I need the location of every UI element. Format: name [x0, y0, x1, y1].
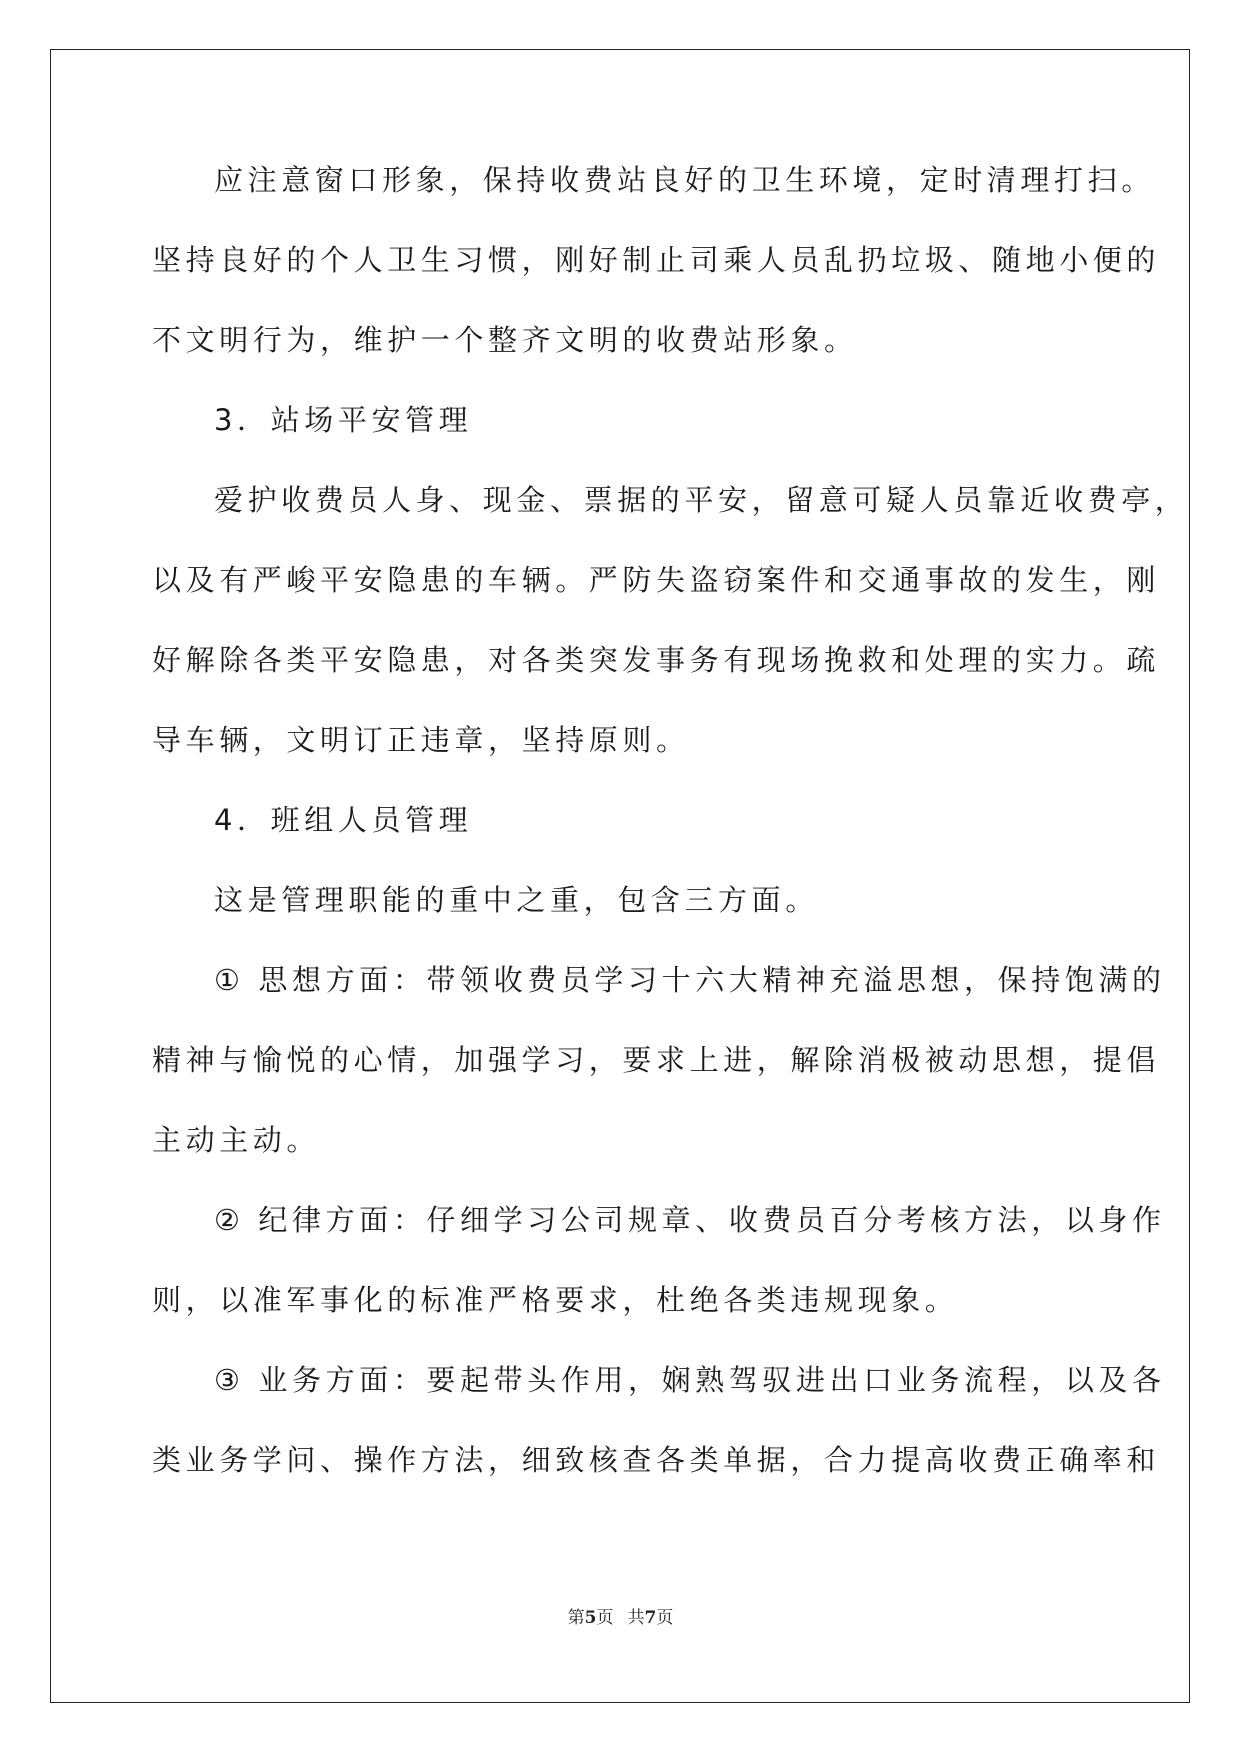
- section-heading: 4．班组人员管理: [214, 803, 473, 837]
- total-page-count: 7: [644, 1608, 657, 1628]
- paragraph-line: 以及有严峻平安隐患的车辆。严防失盗窃案件和交通事故的发生，刚: [152, 563, 1161, 597]
- paragraph-line: 应注意窗口形象，保持收费站良好的卫生环境，定时清理打扫。: [214, 163, 1155, 197]
- current-page-number: 5: [584, 1608, 597, 1628]
- section-heading: 3．站场平安管理: [214, 403, 473, 437]
- total-suffix: 页: [656, 1608, 674, 1628]
- paragraph-line: 爱护收费员人身、现金、票据的平安，留意可疑人员靠近收费亭，: [214, 483, 1189, 517]
- paragraph-line: 导车辆，文明订正违章，坚持原则。: [152, 723, 690, 757]
- page-footer: [0, 1603, 1241, 1628]
- paragraph-line: ① 思想方面：带领收费员学习十六大精神充溢思想，保持饱满的: [214, 963, 1166, 997]
- paragraph-line: 主动主动。: [152, 1123, 321, 1157]
- page-suffix: 页: [596, 1608, 614, 1628]
- paragraph-line: 这是管理职能的重中之重，包含三方面。: [214, 883, 819, 917]
- paragraph-line: 类业务学问、操作方法，细致核查各类单据，合力提高收费正确率和: [152, 1443, 1161, 1477]
- paragraph-line: 坚持良好的个人卫生习惯，刚好制止司乘人员乱扔垃圾、随地小便的: [152, 243, 1161, 277]
- paragraph-line: 则，以准军事化的标准严格要求，杜绝各类违规现象。: [152, 1283, 959, 1317]
- page-prefix: 第: [567, 1608, 585, 1628]
- total-prefix: 共: [627, 1608, 645, 1628]
- paragraph-line: 精神与愉悦的心情，加强学习，要求上进，解除消极被动思想，提倡: [152, 1043, 1161, 1077]
- paragraph-line: ② 纪律方面：仔细学习公司规章、收费员百分考核方法，以身作: [214, 1203, 1166, 1237]
- paragraph-line: ③ 业务方面：要起带头作用，娴熟驾驭进出口业务流程，以及各: [214, 1363, 1166, 1397]
- paragraph-line: 不文明行为，维护一个整齐文明的收费站形象。: [152, 323, 858, 357]
- paragraph-line: 好解除各类平安隐患，对各类突发事务有现场挽救和处理的实力。疏: [152, 643, 1161, 677]
